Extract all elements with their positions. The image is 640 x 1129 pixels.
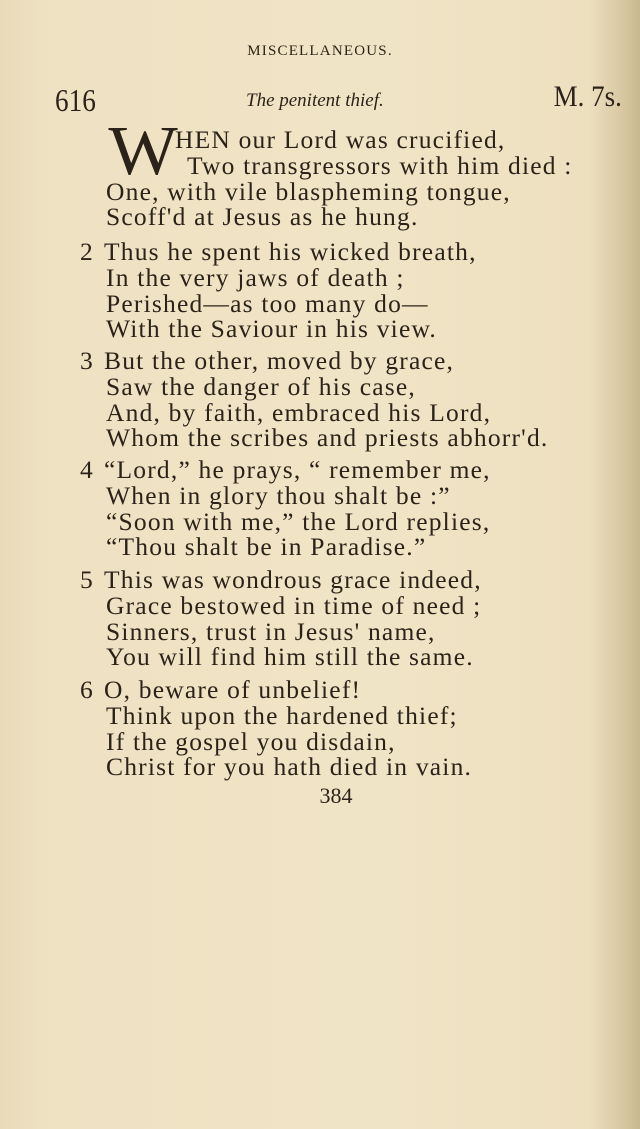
verse-line: Sinners, trust in Jesus' name, <box>106 616 436 646</box>
page-number: 384 <box>319 783 353 808</box>
stanza-number: 6 <box>80 675 93 704</box>
verse-line: Thus he spent his wicked breath, <box>104 237 477 266</box>
verse-line: Two transgressors with him died : <box>187 150 573 180</box>
verse-line: Christ for you hath died in vain. <box>106 752 473 782</box>
verse-line: In the very jaws of death ; <box>106 262 405 292</box>
stanza-number: 5 <box>80 565 93 594</box>
verse-line: Scoff'd at Jesus as he hung. <box>106 202 419 232</box>
verse-line: Grace bestowed in time of need ; <box>106 590 482 620</box>
verse-line: When in glory thou shalt be :” <box>106 480 451 510</box>
verse-line: If the gospel you disdain, <box>106 726 396 756</box>
verse-line: But the other, moved by grace, <box>104 346 455 375</box>
stanza-number: 2 <box>80 237 93 266</box>
verse-line: One, with vile blaspheming tongue, <box>106 176 511 206</box>
hymn-number: 616 <box>55 82 96 118</box>
verse-line: “Soon with me,” the Lord replies, <box>106 506 491 536</box>
verse-line: And, by faith, embraced his Lord, <box>106 397 492 427</box>
verse-line: You will find him still the same. <box>106 642 474 672</box>
verse-line: O, beware of unbelief! <box>104 675 362 704</box>
hymn-meter: M. 7s. <box>553 80 622 113</box>
verse-line: Perished—as too many do— <box>106 288 429 318</box>
verse-line: “Thou shalt be in Paradise.” <box>106 532 427 562</box>
drop-cap: W <box>108 113 178 190</box>
verse-line: Whom the scribes and priests abhorr'd. <box>106 423 549 453</box>
stanza-number: 4 <box>80 455 93 484</box>
running-head: MISCELLANEOUS. <box>247 43 393 59</box>
verse-line: HEN our Lord was crucified, <box>175 125 506 154</box>
verse-line: This was wondrous grace indeed, <box>104 565 482 594</box>
verse-line: Think upon the hardened thief; <box>106 700 458 730</box>
hymn-title: The penitent thief. <box>246 90 384 111</box>
stanza-number: 3 <box>80 346 93 375</box>
verse-line: With the Saviour in his view. <box>106 314 438 344</box>
verse-line: “Lord,” he prays, “ remember me, <box>104 455 491 484</box>
verse-line: Saw the danger of his case, <box>106 371 416 401</box>
